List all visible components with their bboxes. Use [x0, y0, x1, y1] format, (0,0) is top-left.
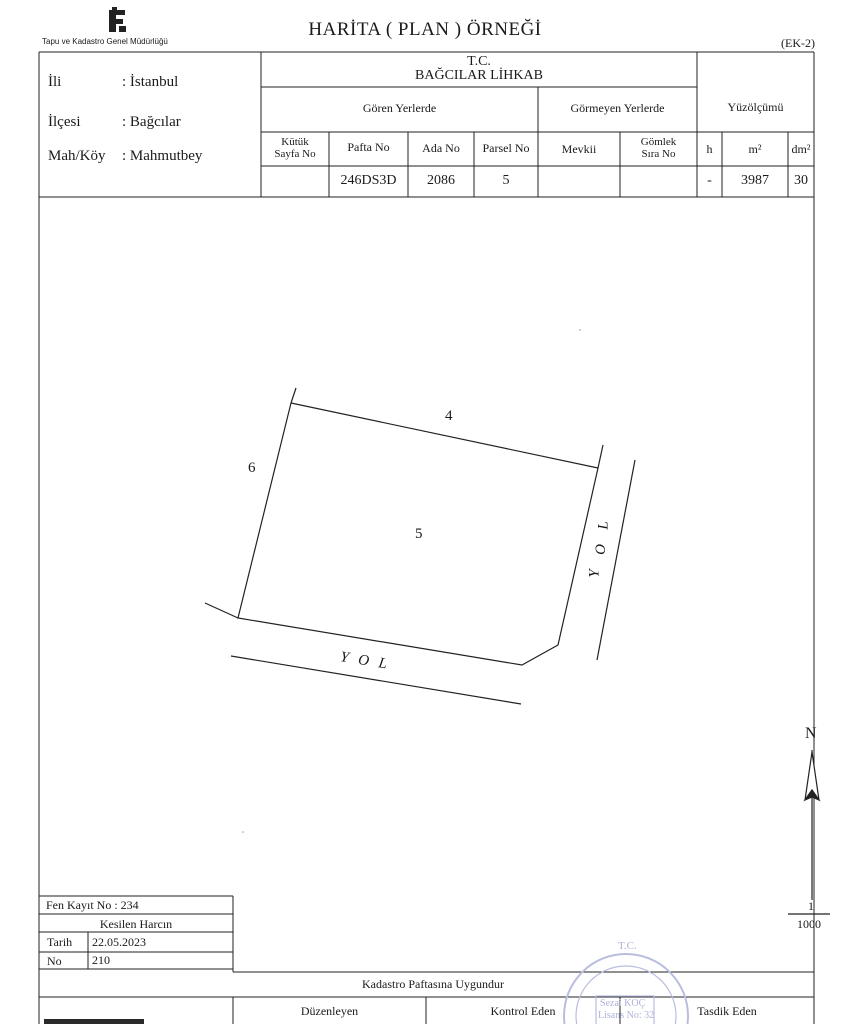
stamp-lisans: Lisans No: 32: [598, 1010, 655, 1021]
no-label: No: [47, 954, 62, 968]
m2-value: 3987: [741, 173, 769, 188]
kesilen-harc: Kesilen Harcın: [99, 917, 173, 931]
yuzolcumu-header: Yüzölçümü: [727, 100, 784, 114]
ada-value: 2086: [427, 173, 455, 188]
tarih-label: Tarih: [47, 935, 73, 949]
kutuk-header-2: Sayfa No: [274, 148, 316, 160]
road-right-line: [597, 460, 635, 660]
north-label: N: [805, 725, 817, 742]
neighbor-west: 6: [248, 460, 256, 476]
kutuk-header-1: Kütük: [281, 136, 309, 148]
neighbor-north: 4: [445, 408, 453, 424]
road-label-right-1: L: [595, 521, 612, 530]
dm2-value: 30: [794, 173, 808, 188]
parsel-value: 5: [502, 173, 510, 188]
m2-header: m²: [748, 142, 762, 156]
parcel-number: 5: [415, 526, 423, 542]
ilce-label: İlçesi: [48, 114, 81, 130]
page-title: HARİTA ( PLAN ) ÖRNEĞİ: [308, 19, 542, 40]
kadastro-uygun: Kadastro Paftasına Uygundur: [362, 977, 504, 991]
road-label-bottom: Y O L: [339, 649, 392, 673]
dm2-header: dm²: [791, 142, 811, 156]
h-header: h: [706, 142, 713, 156]
pafta-header: Pafta No: [347, 140, 390, 154]
h-value: -: [707, 173, 712, 188]
kontrol-eden-label: Kontrol Eden: [490, 1004, 556, 1018]
tasdik-eden-label: Tasdik Eden: [697, 1004, 757, 1018]
stamp-top: T.C.: [618, 940, 637, 952]
stamp-name: Sezai KOÇ: [600, 998, 646, 1009]
gormeyen-header: Görmeyen Yerlerde: [570, 101, 665, 115]
official-stamp: [560, 940, 700, 1024]
mah-value: : Mahmutbey: [122, 148, 203, 164]
pafta-value: 246DS3D: [340, 173, 397, 188]
gomlek-header-2: Sıra No: [641, 148, 676, 160]
il-label: İli: [48, 74, 62, 90]
parsel-header: Parsel No: [482, 141, 530, 155]
office-tc: T.C.: [467, 54, 491, 69]
no-value: 210: [92, 953, 110, 967]
mevkii-header: Mevkii: [561, 142, 597, 156]
scale-denominator: 1000: [797, 917, 821, 931]
gomlek-header-1: Gömlek: [640, 136, 677, 148]
office-name: BAĞCILAR LİHKAB: [415, 68, 543, 83]
tarih-value: 22.05.2023: [92, 935, 146, 949]
duzenleyen-label: Düzenleyen: [300, 1004, 359, 1018]
ilce-value: : Bağcılar: [122, 114, 181, 130]
annex-label: (EK-2): [781, 36, 815, 50]
agency-name: Tapu ve Kadastro Genel Müdürlüğü: [42, 37, 168, 46]
road-label-right-3: Y: [586, 569, 603, 578]
road-label-right-2: O: [592, 544, 609, 555]
scale-numerator: 1: [808, 899, 814, 913]
ada-header: Ada No: [422, 141, 460, 155]
il-value: : İstanbul: [122, 74, 179, 90]
fen-kayit-no: Fen Kayıt No : 234: [46, 898, 139, 912]
goren-header: Gören Yerlerde: [362, 101, 437, 115]
mah-label: Mah/Köy: [48, 148, 106, 164]
